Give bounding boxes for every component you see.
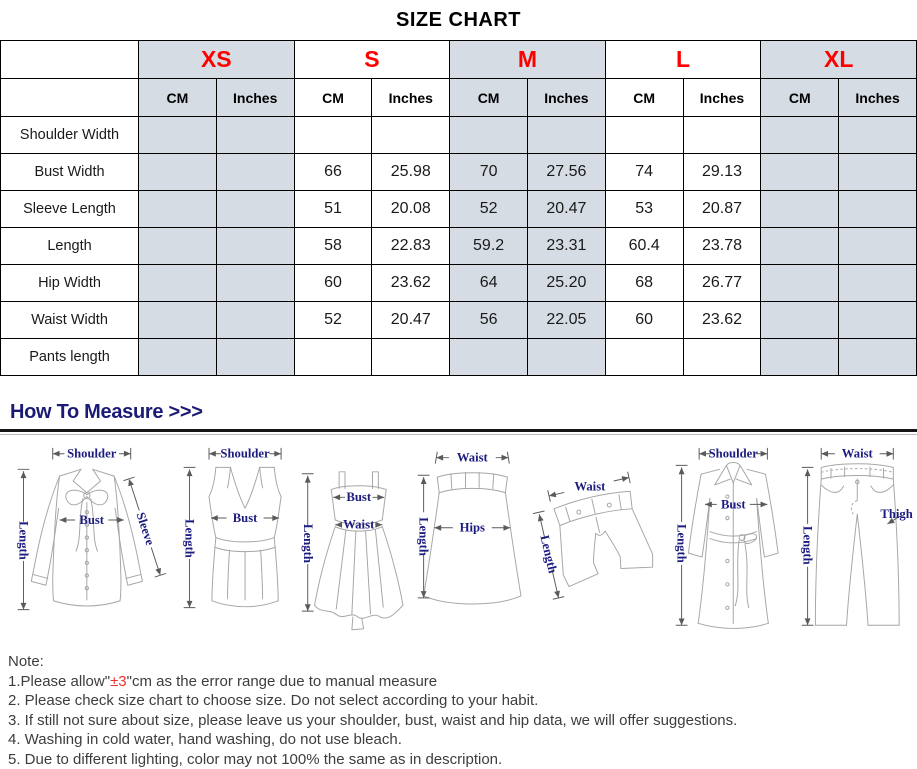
coat-length-label: Length	[674, 524, 688, 563]
value-cell	[839, 265, 917, 302]
value-cell	[839, 191, 917, 228]
value-cell: 23.62	[372, 265, 450, 302]
value-cell: 68	[605, 265, 683, 302]
value-cell: 64	[450, 265, 528, 302]
value-cell	[139, 228, 217, 265]
page-title: SIZE CHART	[0, 0, 917, 40]
value-cell	[761, 191, 839, 228]
tank-bust-label: Bust	[232, 511, 257, 525]
value-cell: 25.98	[372, 154, 450, 191]
value-cell	[527, 117, 605, 154]
blouse-shoulder-label: Shoulder	[67, 447, 117, 461]
unit-header-cm: CM	[761, 79, 839, 117]
row-label: Shoulder Width	[1, 117, 139, 154]
value-cell	[761, 228, 839, 265]
unit-header-inches: Inches	[683, 79, 761, 117]
row-label: Pants length	[1, 339, 139, 376]
table-row	[1, 339, 917, 376]
value-cell: 53	[605, 191, 683, 228]
value-cell	[450, 339, 528, 376]
skirt-drawing	[424, 472, 521, 604]
size-chart-table	[0, 40, 917, 376]
size-header-xs: XS	[139, 41, 295, 79]
size-header-m: M	[450, 41, 606, 79]
unit-header-inches: Inches	[527, 79, 605, 117]
note-line: 3. If still not sure about size, please leave us your shoulder, bust, waist and hip data, we will offer suggestions.	[8, 711, 909, 731]
value-cell	[139, 191, 217, 228]
value-cell	[527, 339, 605, 376]
value-cell	[839, 302, 917, 339]
value-cell	[372, 339, 450, 376]
value-cell	[605, 117, 683, 154]
value-cell	[216, 302, 294, 339]
dress-waist-label: Waist	[344, 518, 376, 532]
value-cell: 29.13	[683, 154, 761, 191]
value-cell: 20.47	[527, 191, 605, 228]
tank-top-diagram	[172, 442, 295, 635]
value-cell: 56	[450, 302, 528, 339]
value-cell	[216, 228, 294, 265]
note-line	[8, 672, 909, 692]
value-cell	[761, 339, 839, 376]
value-cell	[839, 117, 917, 154]
corner-cell	[1, 41, 139, 79]
blouse-diagram	[4, 442, 172, 635]
tank-shoulder-label: Shoulder	[220, 447, 270, 461]
value-cell	[139, 154, 217, 191]
value-cell: 70	[450, 154, 528, 191]
shorts-waist-label: Waist	[574, 480, 606, 494]
value-cell	[839, 228, 917, 265]
tank-length-label: Length	[182, 519, 196, 558]
unit-header-row	[1, 79, 917, 117]
skirt-length-label: Length	[417, 517, 431, 556]
value-cell	[839, 339, 917, 376]
value-cell	[450, 117, 528, 154]
value-cell: 23.62	[683, 302, 761, 339]
note-line: 2. Please check size chart to choose size. Do not select according to your habit.	[8, 691, 909, 711]
note-text: "cm as the error range due to manual measure	[127, 673, 437, 690]
value-cell	[605, 339, 683, 376]
value-cell: 60	[294, 265, 372, 302]
table-row	[1, 302, 917, 339]
tank-top-drawing	[209, 467, 281, 606]
value-cell	[761, 154, 839, 191]
value-cell: 59.2	[450, 228, 528, 265]
value-cell: 23.78	[683, 228, 761, 265]
value-cell	[761, 265, 839, 302]
value-cell	[139, 302, 217, 339]
value-cell	[839, 154, 917, 191]
value-cell	[216, 191, 294, 228]
value-cell	[216, 339, 294, 376]
size-header-l: L	[605, 41, 761, 79]
dress-bust-label: Bust	[347, 490, 373, 504]
notes-heading: Note:	[8, 652, 909, 672]
note-line: 4. Washing in cold water, hand washing, do not use bleach.	[8, 730, 909, 750]
unit-header-cm: CM	[450, 79, 528, 117]
pants-diagram	[792, 442, 915, 637]
value-cell: 60.4	[605, 228, 683, 265]
value-cell	[139, 265, 217, 302]
value-cell	[216, 265, 294, 302]
shorts-length-label: Length	[537, 534, 559, 575]
unit-header-cm: CM	[139, 79, 217, 117]
separator-line	[0, 429, 917, 432]
pants-drawing	[816, 464, 900, 625]
value-cell: 52	[294, 302, 372, 339]
how-to-measure-heading: How To Measure >>>	[0, 401, 917, 424]
blouse-bust-label: Bust	[79, 513, 104, 527]
value-cell	[216, 154, 294, 191]
pants-waist-label: Waist	[842, 447, 874, 461]
table-row	[1, 117, 917, 154]
value-cell	[139, 117, 217, 154]
shorts-diagram	[531, 442, 666, 636]
shorts-drawing	[547, 487, 655, 588]
value-cell: 51	[294, 191, 372, 228]
dress-length-label: Length	[301, 524, 315, 563]
unit-header-cm: CM	[294, 79, 372, 117]
value-cell	[294, 339, 372, 376]
value-cell: 20.08	[372, 191, 450, 228]
value-cell: 22.05	[527, 302, 605, 339]
size-header-row	[1, 41, 917, 79]
unit-header-inches: Inches	[372, 79, 450, 117]
coat-diagram	[666, 442, 793, 637]
unit-header-inches: Inches	[839, 79, 917, 117]
value-cell: 23.31	[527, 228, 605, 265]
unit-header-inches: Inches	[216, 79, 294, 117]
note-highlight: ±3	[110, 673, 127, 690]
value-cell: 22.83	[372, 228, 450, 265]
value-cell	[372, 117, 450, 154]
value-cell: 26.77	[683, 265, 761, 302]
skirt-hips-label: Hips	[460, 521, 485, 535]
coat-drawing	[688, 462, 778, 628]
table-row	[1, 228, 917, 265]
coat-shoulder-label: Shoulder	[708, 447, 758, 461]
value-cell	[683, 117, 761, 154]
value-cell	[294, 117, 372, 154]
notes-section	[0, 644, 917, 769]
size-header-xl: XL	[761, 41, 917, 79]
value-cell: 60	[605, 302, 683, 339]
size-header-s: S	[294, 41, 450, 79]
value-cell	[216, 117, 294, 154]
table-row	[1, 265, 917, 302]
row-label: Sleeve Length	[1, 191, 139, 228]
unit-header-cm: CM	[605, 79, 683, 117]
value-cell	[761, 117, 839, 154]
value-cell: 52	[450, 191, 528, 228]
row-label: Hip Width	[1, 265, 139, 302]
coat-bust-label: Bust	[720, 497, 745, 511]
blouse-sleeve-label: Sleeve	[133, 511, 157, 548]
how-to-measure-diagrams	[0, 435, 917, 644]
slip-dress-diagram	[294, 442, 410, 637]
row-label: Length	[1, 228, 139, 265]
pants-thigh-label: Thigh	[881, 507, 913, 521]
corner-cell	[1, 79, 139, 117]
value-cell	[683, 339, 761, 376]
value-cell	[139, 339, 217, 376]
blouse-drawing	[31, 469, 142, 606]
value-cell: 27.56	[527, 154, 605, 191]
value-cell: 58	[294, 228, 372, 265]
row-label: Waist Width	[1, 302, 139, 339]
note-text: 1.Please allow"	[8, 673, 110, 690]
value-cell	[761, 302, 839, 339]
skirt-waist-label: Waist	[457, 451, 489, 465]
value-cell: 74	[605, 154, 683, 191]
value-cell: 20.47	[372, 302, 450, 339]
table-row	[1, 154, 917, 191]
pants-length-label: Length	[801, 526, 815, 565]
table-row	[1, 191, 917, 228]
row-label: Bust Width	[1, 154, 139, 191]
blouse-length-label: Length	[17, 521, 31, 560]
value-cell: 20.87	[683, 191, 761, 228]
skirt-diagram	[410, 442, 531, 635]
value-cell: 66	[294, 154, 372, 191]
note-line: 5. Due to different lighting, color may not 100% the same as in description.	[8, 750, 909, 769]
value-cell: 25.20	[527, 265, 605, 302]
